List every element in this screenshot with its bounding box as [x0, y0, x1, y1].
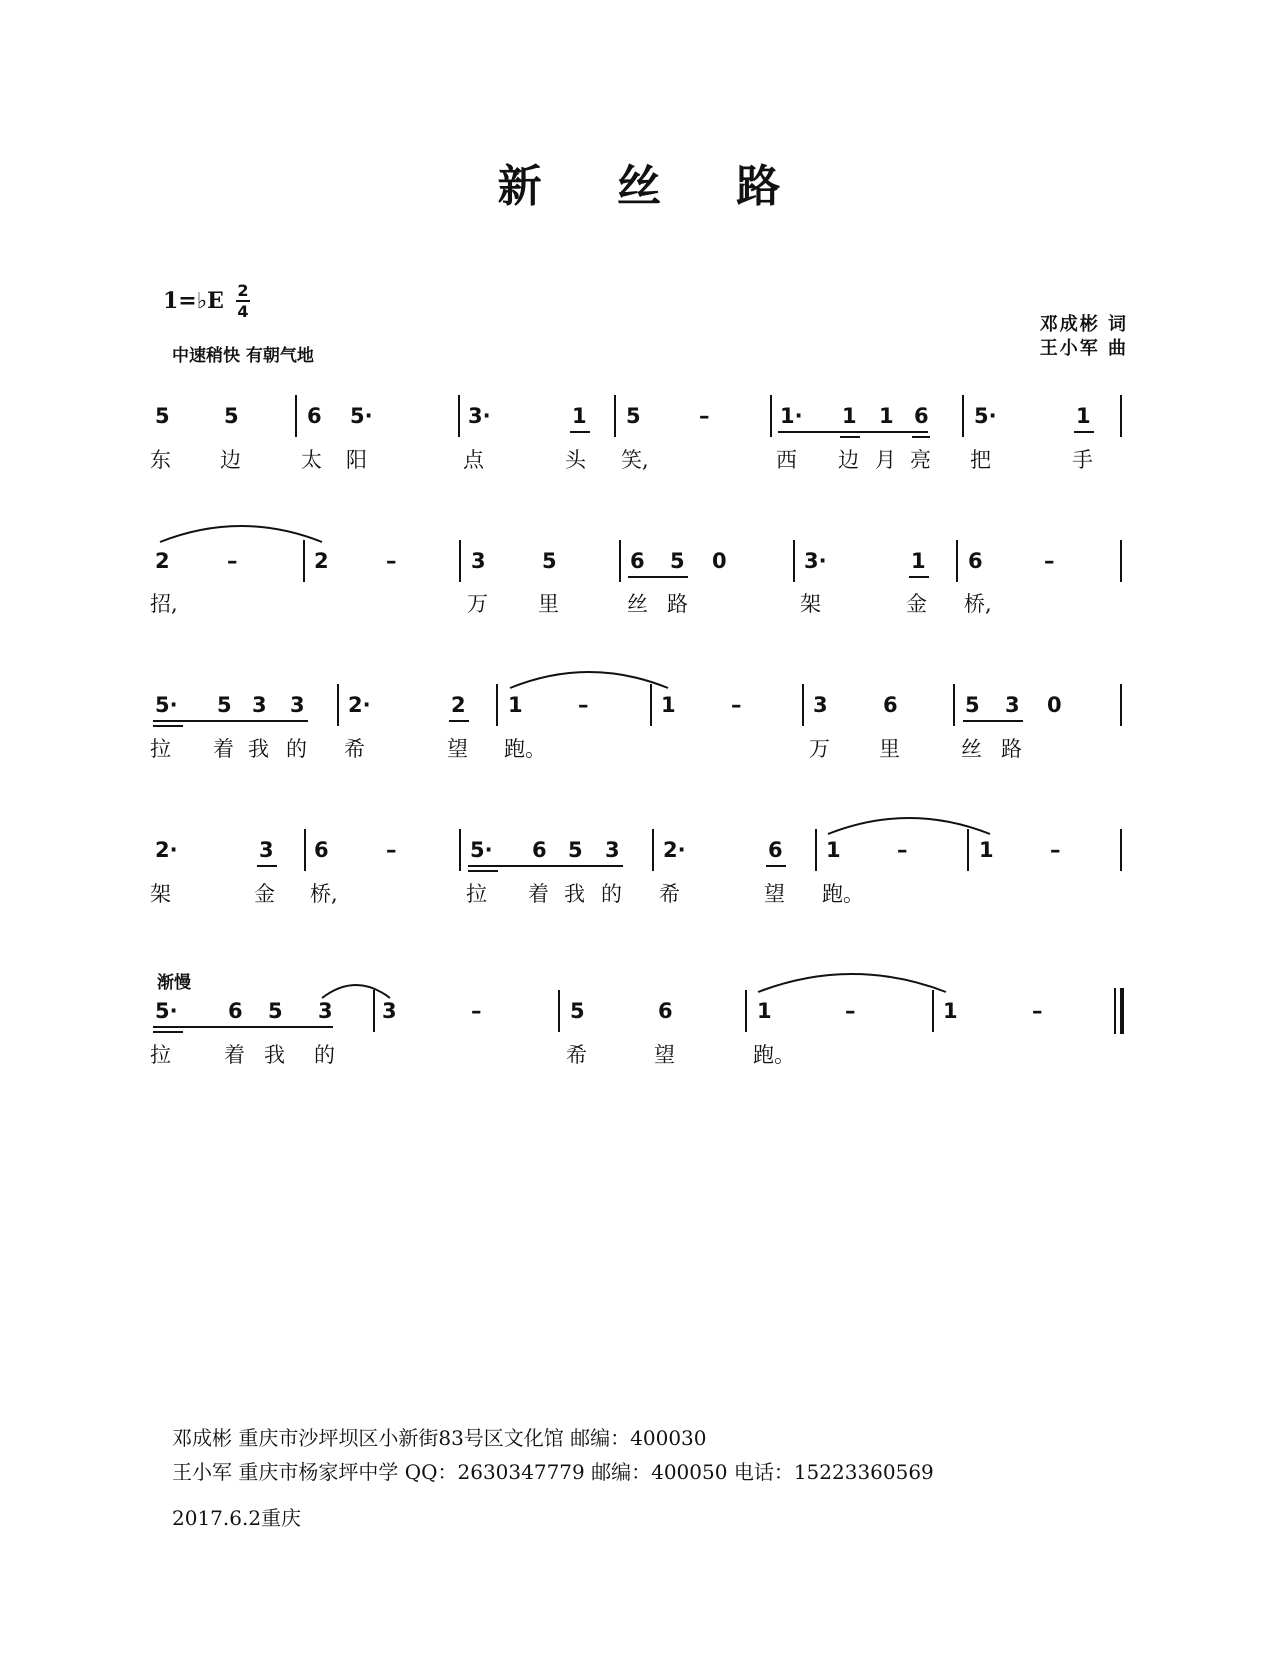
barline [459, 829, 461, 871]
lyric: 手 [1072, 448, 1093, 472]
note: 1 [826, 838, 841, 862]
lyric: 金 [254, 882, 275, 906]
tie-slur [756, 964, 948, 994]
lyric: 桥, [964, 592, 992, 616]
note: 6 [883, 693, 898, 717]
note: – [1044, 549, 1055, 573]
lyric: 东 [150, 448, 171, 472]
lyric: 招, [150, 592, 178, 616]
note: – [578, 693, 589, 717]
lyric: 里 [879, 737, 900, 761]
lyric: 希 [344, 737, 365, 761]
lyric: 西 [776, 448, 797, 472]
lyric: 边 [838, 448, 859, 472]
note: 5 [217, 693, 232, 717]
barline [745, 990, 747, 1032]
lyric: 头 [565, 448, 586, 472]
note-underline [153, 1031, 183, 1033]
note: 5· [155, 999, 178, 1023]
barline [1120, 684, 1122, 726]
barline [558, 990, 560, 1032]
barline [932, 990, 934, 1032]
note: 5 [626, 404, 641, 428]
note: 3 [471, 549, 486, 573]
note: 6 [968, 549, 983, 573]
note: – [1050, 838, 1061, 862]
note: 3 [318, 999, 333, 1023]
lyric: 丝 [961, 737, 982, 761]
note: 5 [568, 838, 583, 862]
lyric: 的 [601, 882, 622, 906]
lyricist-credit: 邓成彬 词 [1039, 314, 1128, 335]
note: 2· [348, 693, 371, 717]
lyric: 我 [248, 737, 269, 761]
tie-slur [508, 664, 670, 690]
lyric: 望 [447, 737, 468, 761]
barline [304, 829, 306, 871]
note: 3· [468, 404, 491, 428]
note-underline [628, 576, 688, 578]
barline [650, 684, 652, 726]
lyric: 万 [467, 592, 488, 616]
barline [303, 540, 305, 582]
note: 1 [757, 999, 772, 1023]
lyric: 里 [538, 592, 559, 616]
lyric: 丝 [627, 592, 648, 616]
tie-slur [158, 518, 324, 544]
note: 1 [842, 404, 857, 428]
note: – [699, 404, 710, 428]
note: 6 [658, 999, 673, 1023]
lyric: 点 [463, 448, 484, 472]
lyric: 月 [875, 448, 896, 472]
note: 2· [663, 838, 686, 862]
lyric: 希 [566, 1043, 587, 1067]
lyric: 架 [150, 882, 171, 906]
note-underline [1074, 431, 1094, 433]
note: 3 [1005, 693, 1020, 717]
note: 1 [1076, 404, 1091, 428]
note-underline [257, 865, 277, 867]
barline [496, 684, 498, 726]
lyric: 路 [1001, 737, 1022, 761]
barline [619, 540, 621, 582]
note: 6 [314, 838, 329, 862]
lyric: 希 [659, 882, 680, 906]
time-signature-bottom: 4 [237, 302, 249, 321]
note: 2· [155, 838, 178, 862]
note-underline [766, 865, 786, 867]
lyric: 拉 [150, 737, 171, 761]
note: – [471, 999, 482, 1023]
lyric: 拉 [466, 882, 487, 906]
note-underline [840, 436, 860, 438]
note: 1 [911, 549, 926, 573]
note: 6 [768, 838, 783, 862]
barline [953, 684, 955, 726]
note: 3 [605, 838, 620, 862]
note-underline [468, 865, 623, 867]
note: 6 [228, 999, 243, 1023]
footer-line-lyricist: 邓成彬 重庆市沙坪坝区小新街83号区文化馆 邮编：400030 [172, 1426, 707, 1450]
lyric: 亮 [910, 448, 931, 472]
note: 5· [974, 404, 997, 428]
barline [815, 829, 817, 871]
barline [770, 395, 772, 437]
note: 5 [965, 693, 980, 717]
lyric: 我 [264, 1043, 285, 1067]
lyric: 太 [301, 448, 322, 472]
note-underline [909, 576, 929, 578]
song-title: 新 丝 路 [497, 161, 811, 212]
time-signature-top: 2 [237, 281, 249, 300]
barline [962, 395, 964, 437]
barline [802, 684, 804, 726]
lyric: 的 [286, 737, 307, 761]
note: – [731, 693, 742, 717]
note: 5· [350, 404, 373, 428]
note: – [227, 549, 238, 573]
footer-line-composer: 王小军 重庆市杨家坪中学 QQ：2630347779 邮编：400050 电话：15223360569 [172, 1460, 934, 1484]
note: 1· [780, 404, 803, 428]
note: 1 [661, 693, 676, 717]
note: 3 [813, 693, 828, 717]
barline [295, 395, 297, 437]
note: 0 [1047, 693, 1062, 717]
lyric: 阳 [346, 448, 367, 472]
key-signature: 1=♭E [163, 288, 224, 314]
barline [614, 395, 616, 437]
note: 3 [259, 838, 274, 862]
note: – [386, 549, 397, 573]
lyric: 的 [314, 1043, 335, 1067]
note: 6 [307, 404, 322, 428]
note: 3· [804, 549, 827, 573]
lyric: 金 [906, 592, 927, 616]
note: 3 [290, 693, 305, 717]
lyric: 笑, [621, 448, 649, 472]
note: 1 [979, 838, 994, 862]
note: 5 [268, 999, 283, 1023]
note: 2 [451, 693, 466, 717]
note: 5 [224, 404, 239, 428]
note: 6 [532, 838, 547, 862]
note-underline [570, 431, 590, 433]
barline [458, 395, 460, 437]
note: 1 [508, 693, 523, 717]
barline [967, 829, 969, 871]
note: 5 [570, 999, 585, 1023]
barline [337, 684, 339, 726]
lyric: 跑。 [504, 737, 546, 761]
lyric: 边 [220, 448, 241, 472]
lyric: 拉 [150, 1043, 171, 1067]
lyric: 跑。 [753, 1043, 795, 1067]
time-signature [236, 282, 250, 320]
note-underline [778, 431, 928, 433]
tie-slur [320, 978, 392, 1000]
note-underline [153, 1026, 333, 1028]
note-underline [153, 725, 183, 727]
lyric: 着 [528, 882, 549, 906]
note: 1 [943, 999, 958, 1023]
note: – [1032, 999, 1043, 1023]
barline [956, 540, 958, 582]
lyric: 我 [564, 882, 585, 906]
lyric: 桥, [310, 882, 338, 906]
lyric: 望 [654, 1043, 675, 1067]
lyric: 望 [764, 882, 785, 906]
note: – [897, 838, 908, 862]
barline [1120, 395, 1122, 437]
note: 5 [542, 549, 557, 573]
note: – [386, 838, 397, 862]
tempo-marking: 中速稍快 有朝气地 [172, 346, 314, 366]
final-barline-thick [1120, 988, 1124, 1034]
composer-credit: 王小军 曲 [1039, 338, 1128, 359]
lyric: 把 [970, 448, 991, 472]
note-underline [449, 720, 469, 722]
note: 1 [879, 404, 894, 428]
barline [459, 540, 461, 582]
lyric: 架 [800, 592, 821, 616]
lyric: 着 [224, 1043, 245, 1067]
note-underline [912, 436, 930, 438]
footer-date: 2017.6.2重庆 [172, 1506, 302, 1530]
lyric: 着 [213, 737, 234, 761]
barline [793, 540, 795, 582]
note-underline [963, 720, 1023, 722]
ritardando-marking: 渐慢 [157, 973, 191, 993]
barline [373, 990, 375, 1032]
note: 6 [914, 404, 929, 428]
final-barline-thin [1114, 988, 1116, 1034]
note: – [845, 999, 856, 1023]
note: 5 [670, 549, 685, 573]
note: 3 [252, 693, 267, 717]
note: 2 [314, 549, 329, 573]
note: 2 [155, 549, 170, 573]
lyric: 跑。 [822, 882, 864, 906]
note: 5· [155, 693, 178, 717]
note: 0 [712, 549, 727, 573]
note: 6 [630, 549, 645, 573]
note: 5· [470, 838, 493, 862]
note: 1 [572, 404, 587, 428]
barline [1120, 540, 1122, 582]
lyric: 路 [667, 592, 688, 616]
note-underline [468, 870, 498, 872]
note: 5 [155, 404, 170, 428]
barline [652, 829, 654, 871]
barline [1120, 829, 1122, 871]
note: 3 [382, 999, 397, 1023]
lyric: 万 [809, 737, 830, 761]
note-underline [153, 720, 308, 722]
